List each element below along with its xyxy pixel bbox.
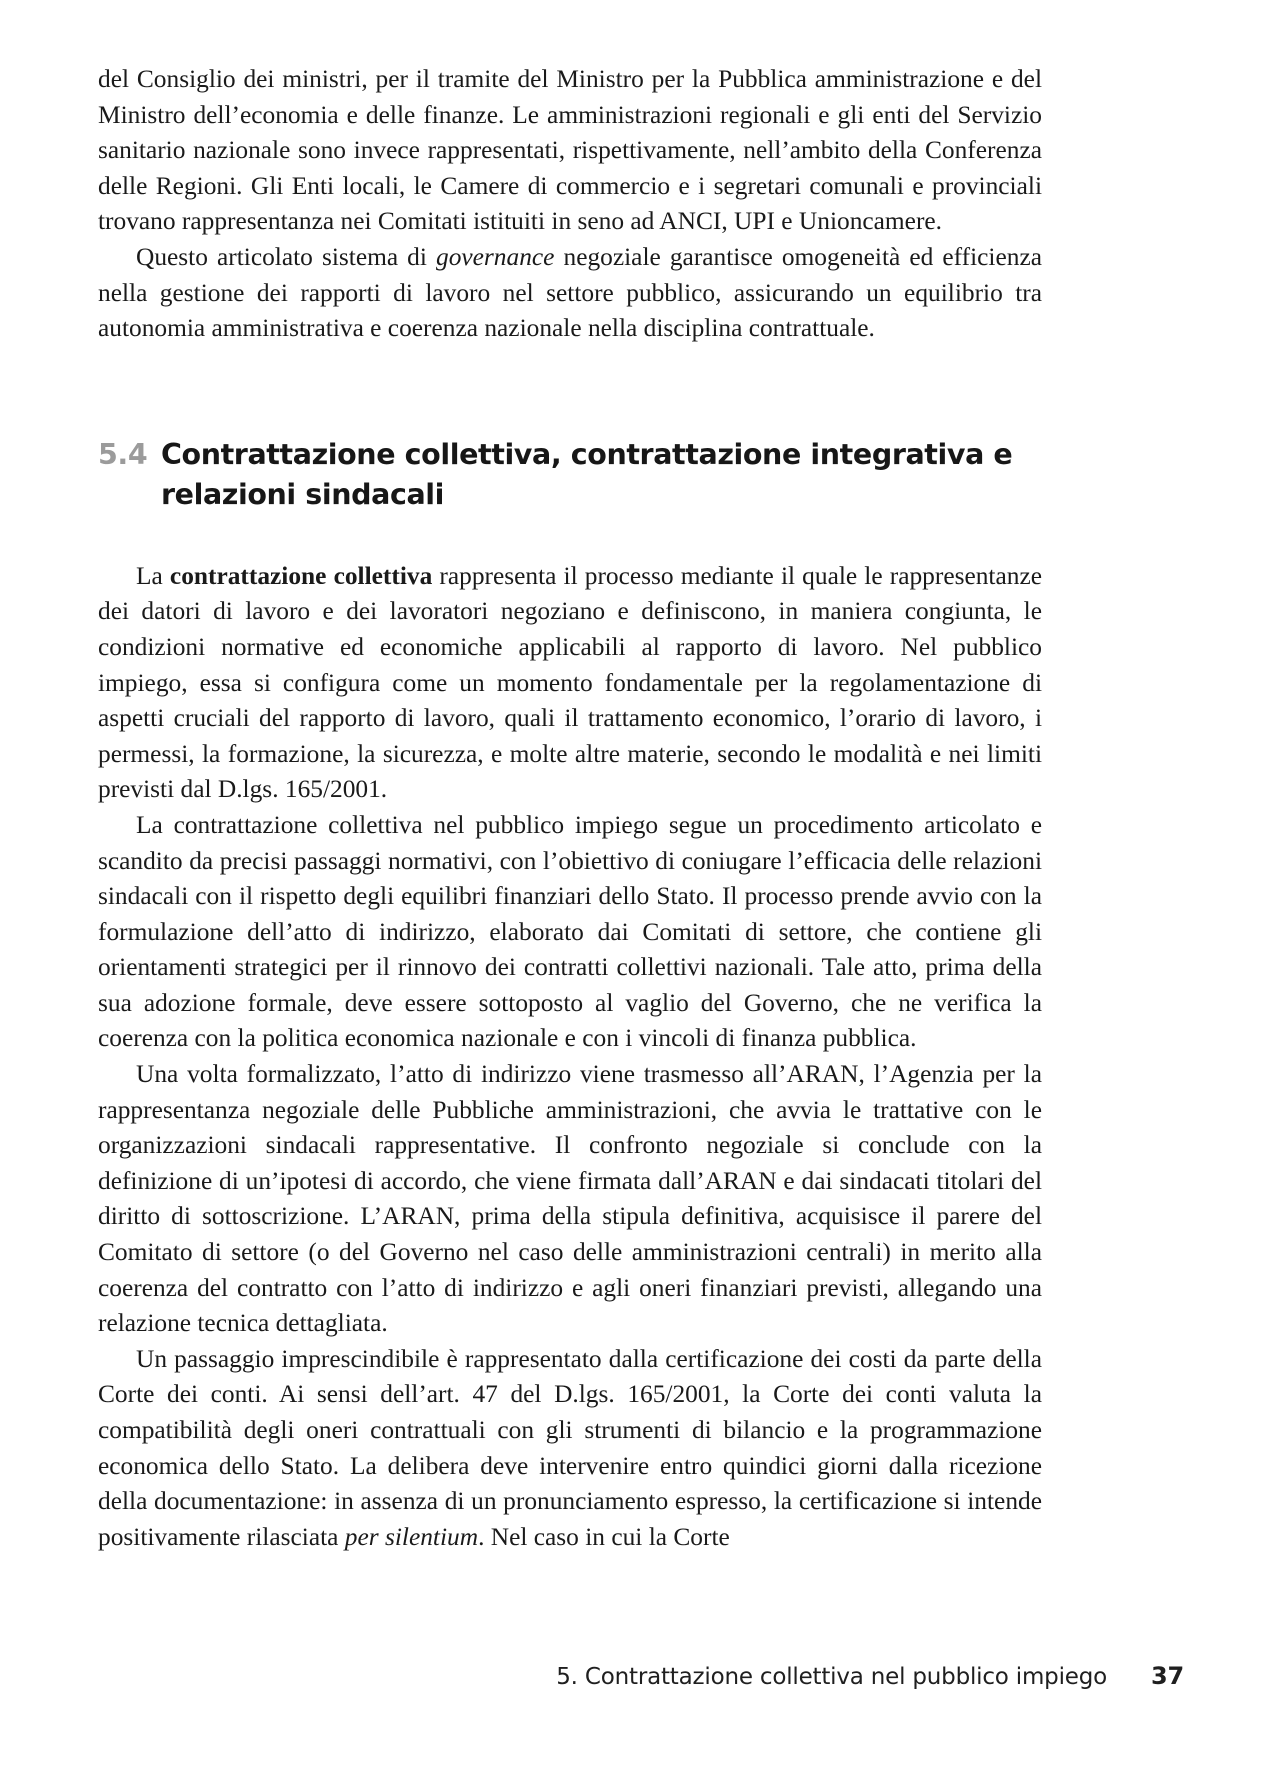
section-heading-title: Contrattazione collettiva, contrattazione integrativa e relazioni sindacali bbox=[161, 437, 1013, 511]
paragraph-2-text-a: Questo articolato sistema di bbox=[136, 242, 436, 271]
paragraph-3-text-a: La bbox=[136, 561, 170, 590]
bold-contrattazione-collettiva: contrattazione collettiva bbox=[169, 561, 433, 590]
paragraph-5: Una volta formalizzato, l’atto di indirizzo viene trasmesso all’ARAN, l’Agenzia per la rappresentanza negoziale delle Pubbliche amministrazioni, che avvia le trattative con le organizzazioni sindacali rappresentative. Il confronto negoziale si conclude con la definizione di un’ipotesi di accordo, che viene firmata dall’ARAN e dai sindacati titolari del diritto di sottoscrizione. L’ARAN, prima della stipula definitiva, acquisisce il parere del Comitato di settore (o del Governo nel caso delle amministrazioni centrali) in merito alla coerenza del contratto con l’atto di indirizzo e agli oneri finanziari previsti, allegando una relazione tecnica dettagliata. bbox=[98, 1060, 1042, 1338]
page-footer bbox=[98, 1662, 1184, 1690]
emphasis-governance: governance bbox=[436, 242, 555, 271]
paragraph-2 bbox=[98, 240, 1042, 347]
paragraph-3 bbox=[98, 559, 1042, 808]
paragraph-6-text-b: . Nel caso in cui la Corte bbox=[478, 1522, 730, 1551]
paragraph-1: del Consiglio dei ministri, per il tramite del Ministro per la Pubblica amministrazione e del Ministro dell’economia e delle finanze. Le amministrazioni regionali e gli enti del Servizio sanitario nazionale sono invece rappresentati, rispettivamente, nell’ambito della Conferenza delle Regioni. Gli Enti locali, le Camere di commercio e i segretari comunali e provinciali trovano rappresentanza nei Comitati istituiti in seno ad ANCI, UPI e Unioncamere. bbox=[98, 65, 1042, 236]
section-heading-number: 5.4 bbox=[98, 437, 148, 471]
page-content bbox=[98, 62, 1042, 1555]
footer-running-title: 5. Contrattazione collettiva nel pubblico impiego bbox=[556, 1664, 1107, 1690]
paragraph-6-text-a: Un passaggio imprescindibile è rappresentato dalla certificazione dei costi da parte della Corte dei conti. Ai sensi dell’art. 47 del D.lgs. 165/2001, la Corte dei conti valuta la compatibilità degli oneri contrattuali con gli strumenti di bilancio e la programmazione economica dello Stato. La delibera deve intervenire entro quindici giorni dalla ricezione della documentazione: in assenza di un pronunciamento espresso, la certificazione si intende positivamente rilasciata bbox=[98, 1344, 1042, 1551]
paragraph-2-text-b: negoziale garantisce omogeneità ed efficienza nella gestione dei rapporti di lavoro nel settore pubblico, assicurando un equilibrio tra autonomia amministrativa e coerenza nazionale nella disciplina contrattuale. bbox=[98, 242, 1042, 343]
footer-page-number: 37 bbox=[1151, 1662, 1184, 1690]
emphasis-per-silentium: per silentium bbox=[344, 1522, 479, 1551]
paragraph-4: La contrattazione collettiva nel pubblico impiego segue un procedimento articolato e scandito da precisi passaggi normativi, con l’obiettivo di coniugare l’efficacia delle relazioni sindacali con il rispetto degli equilibri finanziari dello Stato. Il processo prende avvio con la formulazione dell’atto di indirizzo, elaborato dai Comitati di settore, che contiene gli orientamenti strategici per il rinnovo dei contratti collettivi nazionali. Tale atto, prima della sua adozione formale, deve essere sottoposto al vaglio del Governo, che ne verifica la coerenza con la politica economica nazionale e con i vincoli di finanza pubblica. bbox=[98, 810, 1042, 1053]
section-heading bbox=[98, 435, 1042, 515]
paragraph-6 bbox=[98, 1342, 1042, 1556]
paragraph-3-text-b: rappresenta il processo mediante il quale le rappresentanze dei datori di lavoro e dei lavoratori negoziano e definiscono, in maniera congiunta, le condizioni normative ed economiche applicabili al rapporto di lavoro. Nel pubblico impiego, essa si configura come un momento fondamentale per la regolamentazione di aspetti cruciali del rapporto di lavoro, quali il trattamento economico, l’orario di lavoro, i permessi, la formazione, la sicurezza, e molte altre materie, secondo le modalità e nei limiti previsti dal D.lgs. 165/2001. bbox=[98, 561, 1042, 804]
